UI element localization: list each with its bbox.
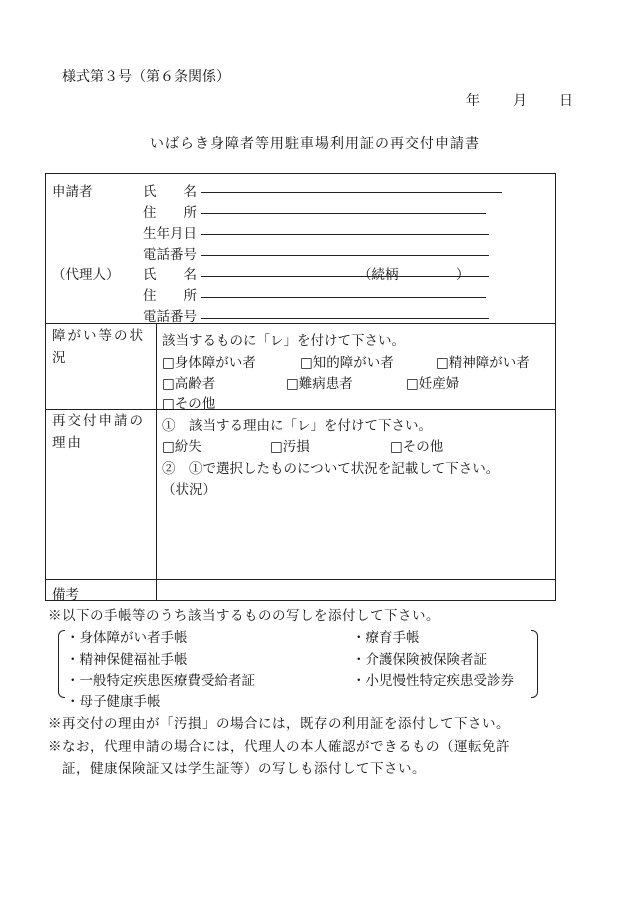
reason-step1: ① 該当する理由に「レ」を付けて下さい。 — [162, 418, 432, 434]
date-month-label: 月 — [513, 93, 527, 109]
birthdate-label: 生年月日 — [143, 226, 197, 242]
proxy-label: （代理人） — [52, 267, 120, 283]
checkbox-elderly[interactable]: □高齢者 — [162, 376, 216, 392]
damaged-note: ※再交付の理由が「汚損」の場合には，既存の利用証を添付して下さい。 — [48, 716, 510, 732]
checkbox-physical[interactable]: □身体障がい者 — [162, 355, 256, 371]
left-bracket — [58, 630, 65, 698]
proxy-phone-label: 電話番号 — [143, 309, 197, 325]
document-item: ・母子健康手帳 — [66, 694, 161, 710]
remarks-label: 備考 — [52, 587, 79, 603]
disability-instruction: 該当するものに「レ」を付けて下さい。 — [162, 333, 405, 349]
remarks-field[interactable] — [157, 580, 555, 600]
attach-intro-note: ※以下の手帳等のうち該当するものの写しを添付して下さい。 — [48, 608, 440, 624]
document-item: ・介護保険被保険者証 — [352, 652, 487, 668]
checkbox-intractable-disease[interactable]: □難病患者 — [286, 376, 353, 392]
checkbox-intellectual[interactable]: □知的障がい者 — [300, 355, 394, 371]
column-divider — [156, 323, 157, 601]
name-label: 氏 名 — [143, 184, 197, 200]
reason-label: 再交付申請の理由 — [52, 413, 145, 451]
document-item: ・精神保健福祉手帳 — [66, 652, 188, 668]
page-title: いばらき身障者等用駐車場利用証の再交付申請書 — [150, 136, 480, 152]
right-bracket — [531, 630, 538, 698]
birthdate-field[interactable] — [201, 234, 489, 235]
row-divider — [46, 323, 555, 324]
address-label: 住 所 — [143, 205, 197, 221]
phone-field[interactable] — [201, 255, 489, 256]
document-item: ・小児慢性特定疾患受診券 — [352, 673, 514, 689]
relationship-close-label: ） — [456, 267, 470, 283]
situation-label: （状況） — [162, 482, 216, 498]
document-item: ・身体障がい者手帳 — [66, 630, 188, 646]
checkbox-damaged[interactable]: □汚損 — [270, 439, 310, 455]
situation-textarea[interactable] — [162, 496, 552, 576]
disability-label: 障がい等の状況 — [52, 328, 145, 366]
applicant-label: 申請者 — [52, 184, 93, 200]
checkbox-pregnant[interactable]: □妊産婦 — [406, 376, 460, 392]
checkbox-lost[interactable]: □紛失 — [162, 439, 202, 455]
relationship-open-label: （続柄 — [358, 267, 399, 283]
proxy-phone-field[interactable] — [201, 318, 489, 319]
proxy-name-field[interactable] — [201, 276, 489, 277]
form-number: 様式第３号（第６条関係） — [62, 69, 230, 85]
checkbox-mental[interactable]: □精神障がい者 — [436, 355, 530, 371]
name-field[interactable] — [201, 192, 502, 193]
proxy-name-label: 氏 名 — [143, 267, 197, 283]
proxy-address-field[interactable] — [201, 297, 486, 298]
address-field[interactable] — [201, 213, 486, 214]
proxy-address-label: 住 所 — [143, 288, 197, 304]
checkbox-other-reason[interactable]: □その他 — [390, 439, 444, 455]
date-day-label: 日 — [559, 93, 573, 109]
reason-step2: ② ①で選択したものについて状況を記載して下さい。 — [162, 461, 500, 477]
document-item: ・療育手帳 — [352, 630, 420, 646]
date-year-label: 年 — [466, 93, 480, 109]
application-table — [45, 173, 556, 601]
phone-label: 電話番号 — [143, 247, 197, 263]
checkbox-other-disability[interactable]: □その他 — [162, 396, 216, 412]
document-item: ・一般特定疾患医療費受給者証 — [66, 673, 255, 689]
proxy-note-line2: 証，健康保険証又は学生証等）の写しも添付して下さい。 — [62, 761, 426, 777]
proxy-note-line1: ※なお，代理申請の場合には，代理人の本人確認ができるもの（運転免許 — [48, 739, 510, 755]
